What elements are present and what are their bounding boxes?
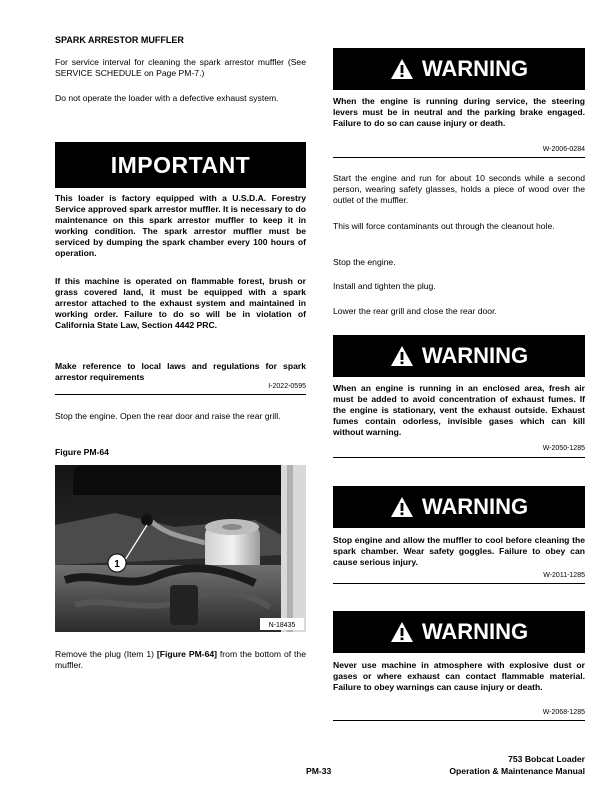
step-force-contaminants: This will force contaminants out through the cleanout hole. [333, 221, 555, 231]
step-start-engine: Start the engine and run for about 10 seconds while a second person, wearing safety glasses, holds a piece of wood over the outlet of the muffler. [333, 173, 585, 205]
warning-text-1: When the engine is running during service, the steering levers must be in neutral and the parking brake engaged. Failure to do so can cause injury or death. [333, 96, 585, 128]
warning-triangle-icon [390, 621, 414, 643]
step-lower-grill: Lower the rear grill and close the rear door. [333, 306, 497, 316]
footer-model: 753 Bobcat Loader [508, 754, 585, 764]
step-remove-plug: Remove the plug (Item 1) [Figure PM-64] from the bottom of the muffler. [55, 649, 306, 670]
warning-text-2: When an engine is running in an enclosed area, fresh air must be added to avoid concentration of exhaust fumes. If the engine is stationary, vent the exhaust outside. Exhaust fumes contain odorless, invisible gases which can kill without warning. [333, 383, 585, 437]
important-paragraph-2: If this machine is operated on flammable forest, brush or grass covered land, it must be equipped with a spark arrestor attached to the exhaust system and maintained in working order. Failure to do so will be in violation of California State Law, Section 4442 PRC. [55, 276, 306, 330]
warning-code-1: W-2006-0284 [542, 146, 585, 153]
figure-label: Figure PM-64 [55, 447, 109, 457]
warning-rule-3 [333, 583, 585, 584]
warning-text-4: Never use machine in atmosphere with explosive dust or gases or where exhaust can contact flammable material. Failure to obey warnings can cause injury or death. [333, 660, 585, 692]
warning-banner-4 [333, 611, 585, 653]
warning-triangle-icon [390, 58, 414, 80]
warning-banner-1 [333, 48, 585, 90]
important-label: IMPORTANT [110, 151, 251, 178]
warning-rule-1 [333, 157, 585, 158]
caution-text: Do not operate the loader with a defective exhaust system. [55, 93, 279, 103]
warning-text-3: Stop engine and allow the muffler to cool before cleaning the spark chamber. Wear safety goggles. Failure to obey can cause serious injury. [333, 535, 585, 567]
warning-triangle-icon [390, 496, 414, 518]
figure-code: N-18435 [268, 622, 296, 629]
warning-label-1: WARNING [421, 56, 529, 81]
step-install-plug: Install and tighten the plug. [333, 281, 436, 291]
warning-label-4: WARNING [421, 619, 529, 644]
figure-callout-1: 1 [114, 559, 120, 570]
intro-text: For service interval for cleaning the spark arrestor muffler (See SERVICE SCHEDULE on Page PM-7.) [55, 57, 306, 78]
important-rule [55, 394, 306, 395]
muffler-photo-illustration [55, 465, 306, 632]
important-banner [55, 142, 306, 188]
step-stop-engine: Stop the engine. Open the rear door and raise the rear grill. [55, 411, 281, 421]
footer-page-number: PM-33 [306, 766, 332, 776]
important-paragraph-3: Make reference to local laws and regulations for spark arrestor requirements [55, 361, 306, 382]
figure-pm-64-photo [55, 465, 306, 632]
important-code: I-2022-0595 [268, 383, 306, 390]
important-paragraph-1: This loader is factory equipped with a U.S.D.A. Forestry Service approved spark arrestor muffler. It is necessary to do maintenance on this spark arrestor muffler to keep it in working condition. The spark arrestor muffler must be serviced by dumping the spark chamber every 100 hours of operation. [55, 193, 306, 258]
section-title: SPARK ARRESTOR MUFFLER [55, 35, 184, 45]
footer-manual-title: Operation & Maintenance Manual [449, 766, 585, 776]
step-stop-engine-2: Stop the engine. [333, 257, 396, 267]
warning-banner-2 [333, 335, 585, 377]
warning-code-2: W-2050-1285 [542, 445, 585, 452]
warning-label-2: WARNING [421, 343, 529, 368]
warning-rule-2 [333, 457, 585, 458]
warning-code-3: W-2011-1285 [543, 572, 585, 579]
warning-code-4: W-2068-1285 [542, 709, 585, 716]
warning-rule-4 [333, 720, 585, 721]
warning-triangle-icon [390, 345, 414, 367]
warning-banner-3 [333, 486, 585, 528]
warning-label-3: WARNING [421, 494, 529, 519]
